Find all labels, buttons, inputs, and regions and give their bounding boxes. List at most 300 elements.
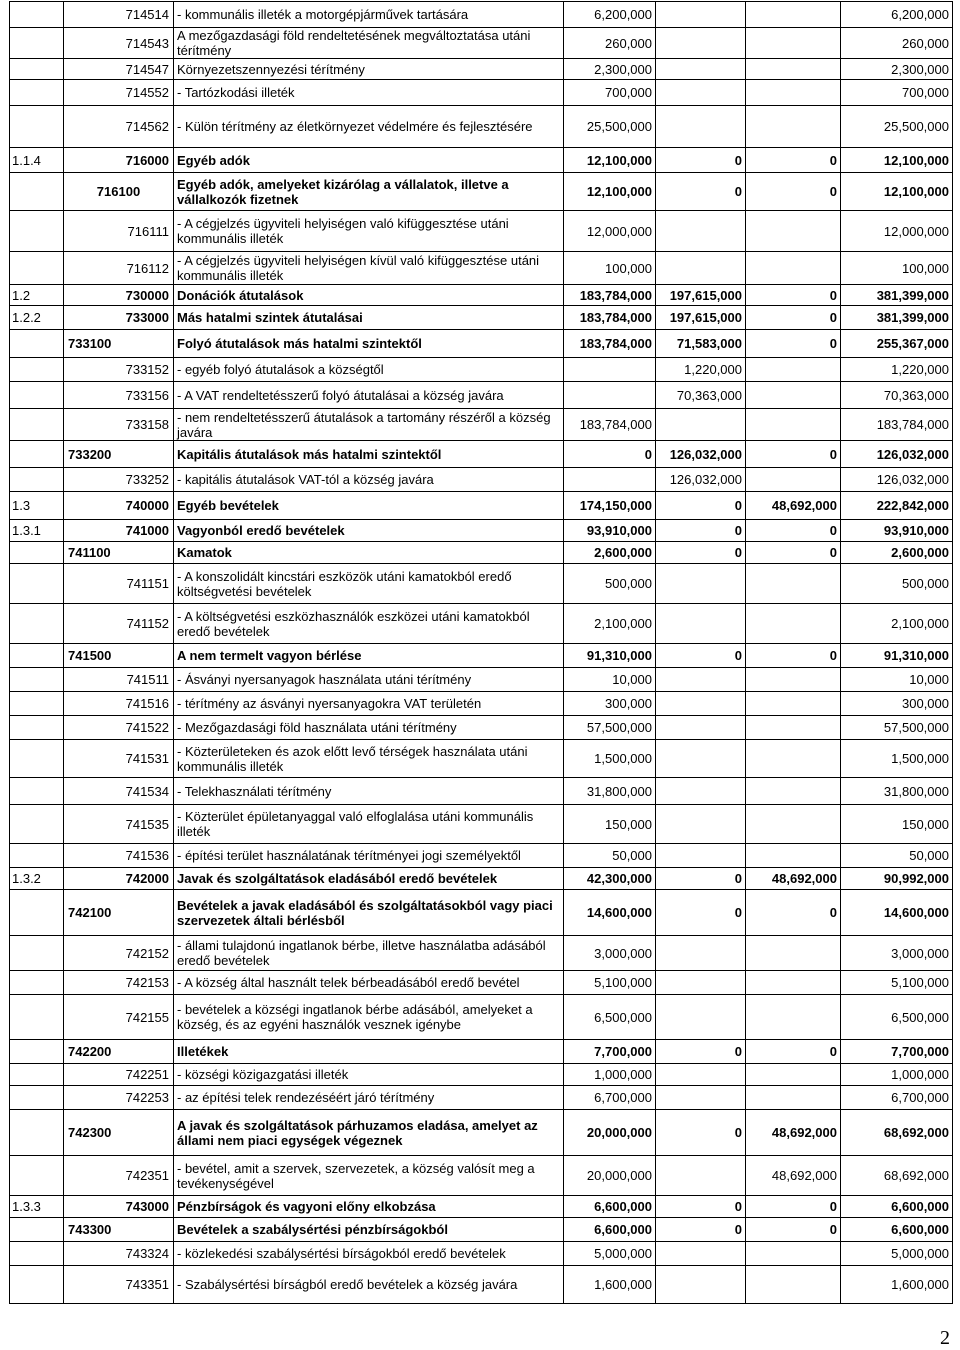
description-cell: Bevételek a szabálysértési pénzbírságokból bbox=[174, 1218, 564, 1242]
description-cell: - közlekedési szabálysértési bírságokból eredő bevételek bbox=[174, 1242, 564, 1266]
amount-cell-1 bbox=[564, 382, 656, 409]
code-cell: 743000 bbox=[64, 1196, 174, 1218]
total-cell: 68,692,000 bbox=[841, 1110, 953, 1156]
table-row bbox=[10, 1218, 953, 1242]
total-cell: 381,399,000 bbox=[841, 306, 953, 330]
amount-cell-3: 48,692,000 bbox=[746, 868, 841, 890]
amount-cell-1 bbox=[564, 358, 656, 382]
total-cell: 183,784,000 bbox=[841, 409, 953, 441]
code-cell: 741516 bbox=[64, 692, 174, 716]
amount-cell-3: 0 bbox=[746, 306, 841, 330]
total-cell: 6,500,000 bbox=[841, 995, 953, 1040]
table-row bbox=[10, 868, 953, 890]
table-row bbox=[10, 936, 953, 971]
amount-cell-3 bbox=[746, 692, 841, 716]
description-cell: - az építési telek rendezéséért járó térítmény bbox=[174, 1086, 564, 1110]
code-cell: 742000 bbox=[64, 868, 174, 890]
level-cell bbox=[10, 59, 64, 80]
amount-cell-1: 50,000 bbox=[564, 844, 656, 868]
description-cell: - Tartózkodási illeték bbox=[174, 80, 564, 106]
level-cell bbox=[10, 252, 64, 285]
amount-cell-3: 0 bbox=[746, 1040, 841, 1064]
table-row bbox=[10, 564, 953, 604]
amount-cell-3 bbox=[746, 28, 841, 59]
table-row bbox=[10, 1156, 953, 1196]
level-cell bbox=[10, 604, 64, 644]
amount-cell-3: 0 bbox=[746, 148, 841, 173]
level-cell bbox=[10, 1110, 64, 1156]
amount-cell-2 bbox=[656, 844, 746, 868]
amount-cell-2: 0 bbox=[656, 1110, 746, 1156]
code-cell: 741534 bbox=[64, 778, 174, 805]
amount-cell-3: 48,692,000 bbox=[746, 1110, 841, 1156]
amount-cell-3 bbox=[746, 1266, 841, 1304]
amount-cell-1: 183,784,000 bbox=[564, 285, 656, 306]
amount-cell-2: 197,615,000 bbox=[656, 306, 746, 330]
level-cell bbox=[10, 28, 64, 59]
table-row bbox=[10, 716, 953, 740]
amount-cell-3: 48,692,000 bbox=[746, 492, 841, 520]
amount-cell-2 bbox=[656, 564, 746, 604]
amount-cell-3: 48,692,000 bbox=[746, 1156, 841, 1196]
code-cell: 733252 bbox=[64, 468, 174, 492]
amount-cell-1: 10,000 bbox=[564, 668, 656, 692]
amount-cell-2: 1,220,000 bbox=[656, 358, 746, 382]
code-cell: 733000 bbox=[64, 306, 174, 330]
amount-cell-1: 300,000 bbox=[564, 692, 656, 716]
code-cell: 743351 bbox=[64, 1266, 174, 1304]
code-cell: 733152 bbox=[64, 358, 174, 382]
amount-cell-3 bbox=[746, 564, 841, 604]
amount-cell-1: 174,150,000 bbox=[564, 492, 656, 520]
total-cell: 68,692,000 bbox=[841, 1156, 953, 1196]
amount-cell-1: 183,784,000 bbox=[564, 330, 656, 358]
level-cell bbox=[10, 1242, 64, 1266]
budget-table bbox=[9, 1, 953, 1304]
code-cell: 741522 bbox=[64, 716, 174, 740]
level-cell bbox=[10, 173, 64, 211]
table-row bbox=[10, 306, 953, 330]
amount-cell-2: 0 bbox=[656, 868, 746, 890]
level-cell bbox=[10, 778, 64, 805]
table-row bbox=[10, 1110, 953, 1156]
code-cell: 741500 bbox=[64, 644, 174, 668]
level-cell bbox=[10, 844, 64, 868]
level-cell bbox=[10, 716, 64, 740]
code-cell: 716100 bbox=[64, 173, 174, 211]
level-cell bbox=[10, 1156, 64, 1196]
amount-cell-1: 6,700,000 bbox=[564, 1086, 656, 1110]
amount-cell-2 bbox=[656, 604, 746, 644]
table-row bbox=[10, 1086, 953, 1110]
code-cell: 742100 bbox=[64, 890, 174, 936]
amount-cell-1: 57,500,000 bbox=[564, 716, 656, 740]
level-cell bbox=[10, 995, 64, 1040]
total-cell: 7,700,000 bbox=[841, 1040, 953, 1064]
description-cell: - A VAT rendeltetésszerű folyó átutalásai a község javára bbox=[174, 382, 564, 409]
amount-cell-2 bbox=[656, 106, 746, 148]
description-cell: - bevétel, amit a szervek, szervezetek, a község valósít meg a tevékenységével bbox=[174, 1156, 564, 1196]
amount-cell-2 bbox=[656, 59, 746, 80]
amount-cell-3 bbox=[746, 252, 841, 285]
description-cell: - állami tulajdonú ingatlanok bérbe, illetve használatba adásából eredő bevételek bbox=[174, 936, 564, 971]
description-cell: - Ásványi nyersanyagok használata utáni térítmény bbox=[174, 668, 564, 692]
level-cell bbox=[10, 1266, 64, 1304]
description-cell: A nem termelt vagyon bérlése bbox=[174, 644, 564, 668]
level-cell bbox=[10, 740, 64, 778]
amount-cell-2: 71,583,000 bbox=[656, 330, 746, 358]
amount-cell-2: 0 bbox=[656, 644, 746, 668]
amount-cell-2: 0 bbox=[656, 1196, 746, 1218]
amount-cell-3: 0 bbox=[746, 285, 841, 306]
amount-cell-2: 197,615,000 bbox=[656, 285, 746, 306]
amount-cell-3 bbox=[746, 604, 841, 644]
level-cell bbox=[10, 1064, 64, 1086]
table-row bbox=[10, 252, 953, 285]
description-cell: - A cégjelzés ügyviteli helyiségen kívül való kifüggesztése utáni kommunális illeték bbox=[174, 252, 564, 285]
amount-cell-3 bbox=[746, 844, 841, 868]
amount-cell-3: 0 bbox=[746, 1218, 841, 1242]
table-row bbox=[10, 1266, 953, 1304]
total-cell: 1,220,000 bbox=[841, 358, 953, 382]
code-cell: 741536 bbox=[64, 844, 174, 868]
amount-cell-2 bbox=[656, 1064, 746, 1086]
table-row bbox=[10, 844, 953, 868]
total-cell: 25,500,000 bbox=[841, 106, 953, 148]
description-cell: Egyéb adók, amelyeket kizárólag a vállalatok, illetve a vállalkozók fizetnek bbox=[174, 173, 564, 211]
description-cell: Javak és szolgáltatások eladásából eredő bevételek bbox=[174, 868, 564, 890]
total-cell: 57,500,000 bbox=[841, 716, 953, 740]
description-cell: A mezőgazdasági föld rendeltetésének megváltoztatása utáni térítmény bbox=[174, 28, 564, 59]
level-cell bbox=[10, 542, 64, 564]
table-row bbox=[10, 2, 953, 28]
amount-cell-3 bbox=[746, 995, 841, 1040]
code-cell: 741151 bbox=[64, 564, 174, 604]
amount-cell-3 bbox=[746, 971, 841, 995]
description-cell: A javak és szolgáltatások párhuzamos eladása, amelyet az állami nem piaci egységek végeznek bbox=[174, 1110, 564, 1156]
table-row bbox=[10, 778, 953, 805]
total-cell: 50,000 bbox=[841, 844, 953, 868]
amount-cell-3 bbox=[746, 358, 841, 382]
level-cell bbox=[10, 80, 64, 106]
description-cell: - Külön térítmény az életkörnyezet védelmére és fejlesztésére bbox=[174, 106, 564, 148]
description-cell: Kapitális átutalások más hatalmi szintektől bbox=[174, 441, 564, 468]
code-cell: 733158 bbox=[64, 409, 174, 441]
level-cell bbox=[10, 358, 64, 382]
code-cell: 741531 bbox=[64, 740, 174, 778]
code-cell: 716000 bbox=[64, 148, 174, 173]
table-row bbox=[10, 692, 953, 716]
table-row bbox=[10, 1040, 953, 1064]
amount-cell-1: 20,000,000 bbox=[564, 1110, 656, 1156]
amount-cell-1: 2,100,000 bbox=[564, 604, 656, 644]
table-row bbox=[10, 668, 953, 692]
level-cell bbox=[10, 564, 64, 604]
level-cell bbox=[10, 668, 64, 692]
table-row bbox=[10, 358, 953, 382]
amount-cell-1: 12,000,000 bbox=[564, 211, 656, 252]
description-cell: Egyéb bevételek bbox=[174, 492, 564, 520]
amount-cell-1: 150,000 bbox=[564, 805, 656, 844]
table-row bbox=[10, 468, 953, 492]
description-cell: Más hatalmi szintek átutalásai bbox=[174, 306, 564, 330]
level-cell bbox=[10, 468, 64, 492]
amount-cell-1: 183,784,000 bbox=[564, 306, 656, 330]
amount-cell-3 bbox=[746, 211, 841, 252]
total-cell: 1,000,000 bbox=[841, 1064, 953, 1086]
table-row bbox=[10, 740, 953, 778]
code-cell: 714514 bbox=[64, 2, 174, 28]
level-cell bbox=[10, 330, 64, 358]
level-cell: 1.3.3 bbox=[10, 1196, 64, 1218]
total-cell: 260,000 bbox=[841, 28, 953, 59]
table-row bbox=[10, 285, 953, 306]
total-cell: 300,000 bbox=[841, 692, 953, 716]
amount-cell-2 bbox=[656, 211, 746, 252]
total-cell: 3,000,000 bbox=[841, 936, 953, 971]
amount-cell-2 bbox=[656, 1086, 746, 1110]
description-cell: - bevételek a községi ingatlanok bérbe adásából, amelyeket a község, és az egyéni használók vesznek igénybe bbox=[174, 995, 564, 1040]
total-cell: 90,992,000 bbox=[841, 868, 953, 890]
table-row bbox=[10, 890, 953, 936]
amount-cell-3 bbox=[746, 106, 841, 148]
total-cell: 222,842,000 bbox=[841, 492, 953, 520]
amount-cell-1: 183,784,000 bbox=[564, 409, 656, 441]
amount-cell-3: 0 bbox=[746, 330, 841, 358]
total-cell: 6,200,000 bbox=[841, 2, 953, 28]
table-row bbox=[10, 971, 953, 995]
amount-cell-1: 2,300,000 bbox=[564, 59, 656, 80]
description-cell: - Közterület épületanyaggal való elfoglalása utáni kommunális illeték bbox=[174, 805, 564, 844]
table-row bbox=[10, 805, 953, 844]
code-cell: 741152 bbox=[64, 604, 174, 644]
amount-cell-1: 31,800,000 bbox=[564, 778, 656, 805]
amount-cell-3: 0 bbox=[746, 890, 841, 936]
amount-cell-3 bbox=[746, 382, 841, 409]
amount-cell-1: 1,500,000 bbox=[564, 740, 656, 778]
level-cell bbox=[10, 1086, 64, 1110]
amount-cell-2 bbox=[656, 971, 746, 995]
amount-cell-3: 0 bbox=[746, 441, 841, 468]
amount-cell-2 bbox=[656, 409, 746, 441]
total-cell: 1,600,000 bbox=[841, 1266, 953, 1304]
table-row bbox=[10, 1196, 953, 1218]
level-cell: 1.1.4 bbox=[10, 148, 64, 173]
amount-cell-2: 0 bbox=[656, 148, 746, 173]
total-cell: 12,100,000 bbox=[841, 173, 953, 211]
total-cell: 14,600,000 bbox=[841, 890, 953, 936]
amount-cell-1: 12,100,000 bbox=[564, 148, 656, 173]
code-cell: 740000 bbox=[64, 492, 174, 520]
amount-cell-1: 1,600,000 bbox=[564, 1266, 656, 1304]
code-cell: 741511 bbox=[64, 668, 174, 692]
amount-cell-2: 0 bbox=[656, 1040, 746, 1064]
amount-cell-2 bbox=[656, 80, 746, 106]
amount-cell-2: 70,363,000 bbox=[656, 382, 746, 409]
amount-cell-3 bbox=[746, 1242, 841, 1266]
amount-cell-1: 5,000,000 bbox=[564, 1242, 656, 1266]
code-cell: 742152 bbox=[64, 936, 174, 971]
code-cell: 743324 bbox=[64, 1242, 174, 1266]
amount-cell-2: 0 bbox=[656, 173, 746, 211]
amount-cell-3 bbox=[746, 805, 841, 844]
level-cell: 1.3.1 bbox=[10, 520, 64, 542]
amount-cell-2: 0 bbox=[656, 1218, 746, 1242]
total-cell: 2,100,000 bbox=[841, 604, 953, 644]
table-row bbox=[10, 542, 953, 564]
description-cell: Folyó átutalások más hatalmi szintektől bbox=[174, 330, 564, 358]
amount-cell-3: 0 bbox=[746, 520, 841, 542]
amount-cell-1: 260,000 bbox=[564, 28, 656, 59]
level-cell bbox=[10, 644, 64, 668]
table-row bbox=[10, 1242, 953, 1266]
total-cell: 2,600,000 bbox=[841, 542, 953, 564]
table-row bbox=[10, 148, 953, 173]
amount-cell-2 bbox=[656, 28, 746, 59]
amount-cell-2 bbox=[656, 740, 746, 778]
amount-cell-2 bbox=[656, 995, 746, 1040]
code-cell: 733156 bbox=[64, 382, 174, 409]
description-cell: - Telekhasználati térítmény bbox=[174, 778, 564, 805]
amount-cell-1: 20,000,000 bbox=[564, 1156, 656, 1196]
description-cell: - építési terület használatának térítményei jogi személyektől bbox=[174, 844, 564, 868]
total-cell: 6,600,000 bbox=[841, 1218, 953, 1242]
level-cell bbox=[10, 692, 64, 716]
amount-cell-2 bbox=[656, 1156, 746, 1196]
amount-cell-3 bbox=[746, 716, 841, 740]
page-number: 2 bbox=[940, 1327, 950, 1349]
code-cell: 716111 bbox=[64, 211, 174, 252]
amount-cell-1: 500,000 bbox=[564, 564, 656, 604]
amount-cell-1: 14,600,000 bbox=[564, 890, 656, 936]
description-cell: - A konszolidált kincstári eszközök utáni kamatokból eredő költségvetési bevételek bbox=[174, 564, 564, 604]
amount-cell-2: 0 bbox=[656, 492, 746, 520]
amount-cell-3: 0 bbox=[746, 1196, 841, 1218]
code-cell: 742153 bbox=[64, 971, 174, 995]
table-row bbox=[10, 330, 953, 358]
total-cell: 93,910,000 bbox=[841, 520, 953, 542]
amount-cell-2: 0 bbox=[656, 890, 746, 936]
level-cell bbox=[10, 936, 64, 971]
description-cell: - A költségvetési eszközhasználók eszközei utáni kamatokból eredő bevételek bbox=[174, 604, 564, 644]
level-cell: 1.3 bbox=[10, 492, 64, 520]
total-cell: 255,367,000 bbox=[841, 330, 953, 358]
code-cell: 730000 bbox=[64, 285, 174, 306]
level-cell bbox=[10, 805, 64, 844]
table-row bbox=[10, 995, 953, 1040]
level-cell bbox=[10, 971, 64, 995]
amount-cell-1: 6,600,000 bbox=[564, 1196, 656, 1218]
amount-cell-2: 126,032,000 bbox=[656, 441, 746, 468]
amount-cell-3 bbox=[746, 1064, 841, 1086]
amount-cell-1: 700,000 bbox=[564, 80, 656, 106]
table-row bbox=[10, 441, 953, 468]
code-cell: 716112 bbox=[64, 252, 174, 285]
amount-cell-3 bbox=[746, 409, 841, 441]
total-cell: 6,600,000 bbox=[841, 1196, 953, 1218]
table-row bbox=[10, 211, 953, 252]
table-row bbox=[10, 604, 953, 644]
amount-cell-1: 42,300,000 bbox=[564, 868, 656, 890]
amount-cell-1: 6,600,000 bbox=[564, 1218, 656, 1242]
total-cell: 70,363,000 bbox=[841, 382, 953, 409]
amount-cell-2: 0 bbox=[656, 520, 746, 542]
level-cell bbox=[10, 409, 64, 441]
description-cell: Pénzbírságok és vagyoni előny elkobzása bbox=[174, 1196, 564, 1218]
total-cell: 12,100,000 bbox=[841, 148, 953, 173]
table-row bbox=[10, 80, 953, 106]
level-cell bbox=[10, 2, 64, 28]
description-cell: Bevételek a javak eladásából és szolgáltatásokból vagy piaci szervezetek általi bérlésből bbox=[174, 890, 564, 936]
description-cell: - kapitális átutalások VAT-tól a község javára bbox=[174, 468, 564, 492]
level-cell bbox=[10, 890, 64, 936]
code-cell: 742253 bbox=[64, 1086, 174, 1110]
code-cell: 741100 bbox=[64, 542, 174, 564]
amount-cell-3 bbox=[746, 668, 841, 692]
amount-cell-2 bbox=[656, 778, 746, 805]
level-cell bbox=[10, 1218, 64, 1242]
code-cell: 742200 bbox=[64, 1040, 174, 1064]
amount-cell-3: 0 bbox=[746, 542, 841, 564]
code-cell: 714562 bbox=[64, 106, 174, 148]
description-cell: Illetékek bbox=[174, 1040, 564, 1064]
amount-cell-2: 126,032,000 bbox=[656, 468, 746, 492]
amount-cell-1: 93,910,000 bbox=[564, 520, 656, 542]
table-row bbox=[10, 59, 953, 80]
amount-cell-2: 0 bbox=[656, 542, 746, 564]
level-cell bbox=[10, 1040, 64, 1064]
amount-cell-1: 6,200,000 bbox=[564, 2, 656, 28]
total-cell: 381,399,000 bbox=[841, 285, 953, 306]
description-cell: - nem rendeltetésszerű átutalások a tartomány részéről a község javára bbox=[174, 409, 564, 441]
code-cell: 714552 bbox=[64, 80, 174, 106]
level-cell: 1.3.2 bbox=[10, 868, 64, 890]
total-cell: 126,032,000 bbox=[841, 468, 953, 492]
total-cell: 5,000,000 bbox=[841, 1242, 953, 1266]
total-cell: 500,000 bbox=[841, 564, 953, 604]
description-cell: - A cégjelzés ügyviteli helyiségen való kifüggesztése utáni kommunális illeték bbox=[174, 211, 564, 252]
amount-cell-2 bbox=[656, 1242, 746, 1266]
amount-cell-3 bbox=[746, 468, 841, 492]
amount-cell-2 bbox=[656, 692, 746, 716]
total-cell: 100,000 bbox=[841, 252, 953, 285]
amount-cell-3 bbox=[746, 80, 841, 106]
amount-cell-1: 1,000,000 bbox=[564, 1064, 656, 1086]
description-cell: Kamatok bbox=[174, 542, 564, 564]
amount-cell-3 bbox=[746, 740, 841, 778]
amount-cell-2 bbox=[656, 252, 746, 285]
amount-cell-2 bbox=[656, 936, 746, 971]
amount-cell-3 bbox=[746, 2, 841, 28]
description-cell: - Szabálysértési bírságból eredő bevételek a község javára bbox=[174, 1266, 564, 1304]
amount-cell-3 bbox=[746, 936, 841, 971]
amount-cell-3 bbox=[746, 778, 841, 805]
code-cell: 714543 bbox=[64, 28, 174, 59]
amount-cell-1: 5,100,000 bbox=[564, 971, 656, 995]
table-row bbox=[10, 382, 953, 409]
table-row bbox=[10, 106, 953, 148]
total-cell: 700,000 bbox=[841, 80, 953, 106]
table-row bbox=[10, 409, 953, 441]
total-cell: 5,100,000 bbox=[841, 971, 953, 995]
table-row bbox=[10, 520, 953, 542]
code-cell: 742251 bbox=[64, 1064, 174, 1086]
amount-cell-1: 6,500,000 bbox=[564, 995, 656, 1040]
description-cell: - Mezőgazdasági föld használata utáni térítmény bbox=[174, 716, 564, 740]
amount-cell-1: 100,000 bbox=[564, 252, 656, 285]
table-row bbox=[10, 492, 953, 520]
table-row bbox=[10, 28, 953, 59]
